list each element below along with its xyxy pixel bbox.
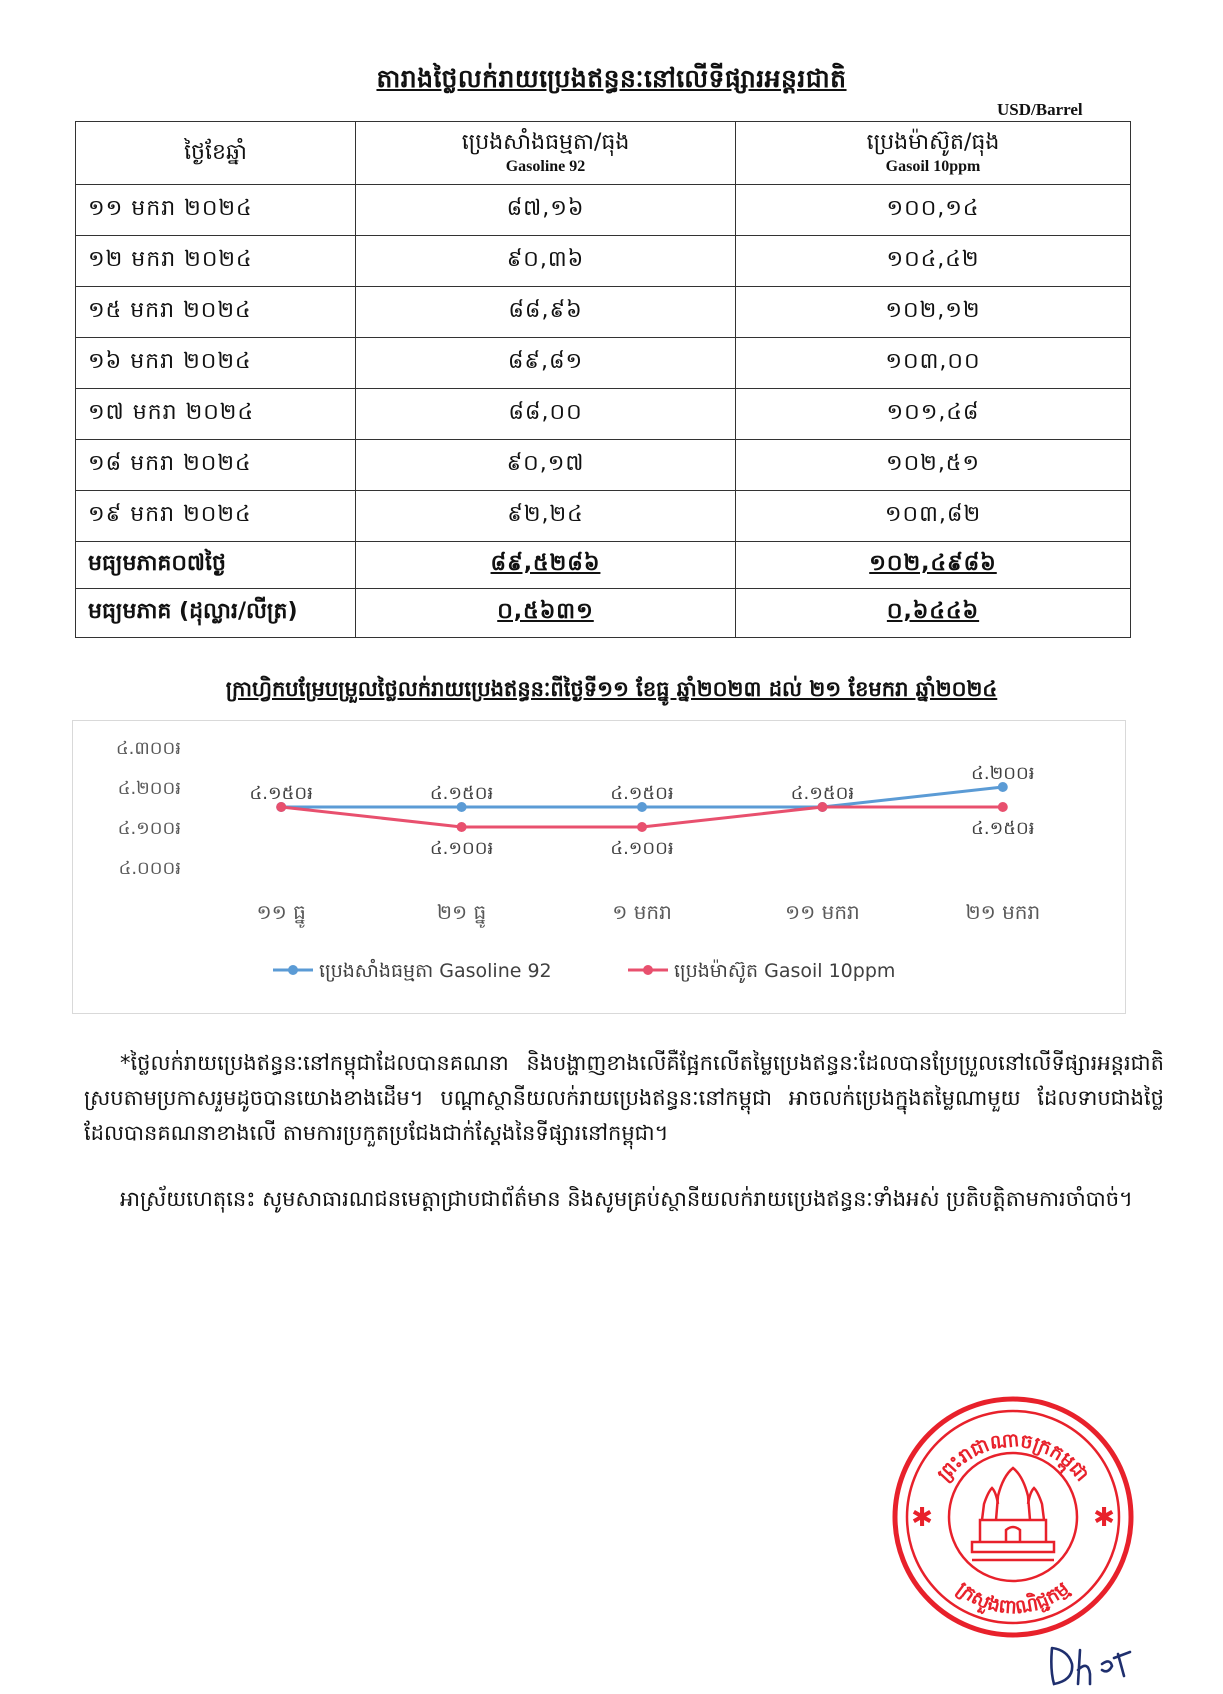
data-label: ៤.១៥០៛ — [249, 783, 313, 804]
document-title: តារាងថ្លៃលក់រាយប្រេងឥន្ធនៈនៅលើទីផ្សារអន្តរជាតិ — [376, 64, 847, 93]
data-label: ៤.១០០៛ — [429, 838, 494, 859]
avg-liter-gasoil: ០,៦៤៤៦ — [736, 589, 1131, 638]
data-label: ៤.១៥០៛ — [790, 783, 855, 804]
data-point — [457, 822, 467, 832]
avg7-label: មធ្យមភាគ០៧ថ្ងៃ — [76, 542, 356, 589]
price-chart — [72, 720, 1126, 1014]
x-tick-label: ២១ ធ្នូ — [436, 900, 487, 924]
chart-title: ក្រាហ្វិកបម្រែបម្រួលថ្លៃលក់រាយប្រេងឥន្ធនៈពីថ្ងៃទី១១ ខែធ្នូ ឆ្នាំ២០២៣ ដល់ ២១ ខែមករា ឆ្នាំ២០២៤ — [225, 677, 998, 701]
cell-gasoil: ១០០,១៤ — [736, 185, 1131, 236]
table-row — [76, 236, 1131, 287]
cell-date: ១១ មករា ២០២៤ — [76, 185, 356, 236]
header-gasoline: ប្រេងសាំងធម្មតា/ធុង Gasoline 92 — [356, 122, 736, 185]
y-tick-label: ៤.៣០០៛ — [115, 738, 181, 759]
cell-date: ១៦ មករា ២០២៤ — [76, 338, 356, 389]
temple-icon — [972, 1468, 1054, 1560]
unit-label: USD/Barrel — [997, 100, 1083, 119]
avg7-gasoil: ១០២,៤៩៨៦ — [736, 542, 1131, 589]
table-row — [76, 491, 1131, 542]
x-tick-label: ១១ មករា — [785, 900, 860, 924]
y-tick-label: ៤.២០០៛ — [117, 778, 181, 799]
cell-gasoline: ៩០,៣៦ — [356, 236, 736, 287]
legend-label: ប្រេងសាំងធម្មតា Gasoline 92 — [319, 960, 552, 982]
seal-bottom-text: ក្រសួងពាណិជ្ជកម្ម — [952, 1577, 1074, 1619]
cell-gasoline: ៨៨,៩៦ — [356, 287, 736, 338]
legend-label: ប្រេងម៉ាស៊ូត Gasoil 10ppm — [674, 960, 896, 982]
data-point — [998, 802, 1008, 812]
y-tick-label: ៤.០០០៛ — [118, 858, 181, 879]
cell-date: ១២ មករា ២០២៤ — [76, 236, 356, 287]
legend-marker — [643, 965, 653, 975]
official-seal — [888, 1392, 1138, 1642]
x-tick-label: ១១ ធ្នូ — [256, 900, 306, 924]
seal-star-icon: ✱ — [911, 1503, 933, 1533]
cell-gasoil: ១០៣,៨២ — [736, 491, 1131, 542]
average-7-days-row — [76, 542, 1131, 589]
cell-gasoil: ១០២,១២ — [736, 287, 1131, 338]
data-label: ៤.១០០៛ — [610, 838, 674, 859]
cell-date: ១៧ មករា ២០២៤ — [76, 389, 356, 440]
cell-gasoline: ៨៧,១៦ — [356, 185, 736, 236]
avg7-gasoline: ៨៩,៥២៨៦ — [356, 542, 736, 589]
header-date: ថ្ងៃខែឆ្នាំ — [76, 122, 356, 185]
note-paragraph: *ថ្លៃលក់រាយប្រេងឥន្ធនៈនៅកម្ពុជាដែលបានគណនា និងបង្ហាញខាងលើគឺផ្អែកលើតម្លៃប្រេងឥន្ធនៈដែលបានប្រែប្រួលនៅលើទីផ្សារអន្តរជាតិ ស្របតាមប្រកាសរួមដូចបានយោងខាងដើម។ បណ្ដាស្ថានីយលក់រាយប្រេងឥន្ធនៈនៅកម្ពុជា អាចលក់ប្រេងក្នុងតម្លៃណាមួយ ដែលទាបជាងថ្លៃដែលបានគណនាខាងលើ តាមការប្រកួតប្រជែងជាក់ស្តែងនៃទីផ្សារនៅកម្ពុជា។ — [84, 1051, 1164, 1145]
cell-date: ១៩ មករា ២០២៤ — [76, 491, 356, 542]
seal-top-text: ព្រះរាជាណាចក្រកម្ពុជា — [933, 1429, 1094, 1486]
cell-gasoline: ៨៨,០០ — [356, 389, 736, 440]
x-tick-label: ១ មករា — [612, 900, 672, 924]
legend-marker — [288, 965, 298, 975]
table-row — [76, 440, 1131, 491]
table-row — [76, 338, 1131, 389]
table-row — [76, 287, 1131, 338]
cell-gasoil: ១០១,៤៨ — [736, 389, 1131, 440]
avg-liter-label: មធ្យមភាគ (ដុល្លារ/លីត្រ) — [76, 589, 356, 638]
x-tick-label: ២១ មករា — [965, 900, 1041, 924]
signature-mark — [1040, 1640, 1150, 1690]
y-tick-label: ៤.១០០៛ — [117, 818, 181, 839]
seal-star-icon: ✱ — [1093, 1503, 1115, 1533]
chart-canvas — [73, 721, 1125, 1013]
data-label: ៤.១៥០៛ — [429, 783, 494, 804]
note-paragraph: អាស្រ័យហេតុនេះ សូមសាធារណជនមេត្តាជ្រាបជាព័ត៌មាន និងសូមគ្រប់ស្ថានីយលក់រាយប្រេងឥន្ធនៈទាំងអស់ ប្រតិបត្តិតាមការចាំបាច់។ — [120, 1187, 1133, 1211]
table-row — [76, 389, 1131, 440]
avg-liter-gasoline: ០,៥៦៣១ — [356, 589, 736, 638]
header-gasoil: ប្រេងម៉ាស៊ូត/ធុង Gasoil 10ppm — [736, 122, 1131, 185]
average-per-liter-row — [76, 589, 1131, 638]
data-label: ៤.១៥០៛ — [971, 818, 1035, 839]
cell-gasoline: ៩២,២៤ — [356, 491, 736, 542]
cell-gasoil: ១០២,៥១ — [736, 440, 1131, 491]
table-header-row — [76, 122, 1131, 185]
cell-gasoil: ១០៣,០០ — [736, 338, 1131, 389]
cell-gasoil: ១០៤,៤២ — [736, 236, 1131, 287]
data-point — [637, 822, 647, 832]
cell-date: ១៥ មករា ២០២៤ — [76, 287, 356, 338]
cell-gasoline: ៨៩,៨១ — [356, 338, 736, 389]
cell-gasoline: ៩០,១៧ — [356, 440, 736, 491]
data-label: ៤.១៥០៛ — [610, 783, 674, 804]
price-table — [75, 121, 1131, 638]
cell-date: ១៨ មករា ២០២៤ — [76, 440, 356, 491]
data-label: ៤.២០០៛ — [971, 763, 1035, 784]
table-row — [76, 185, 1131, 236]
